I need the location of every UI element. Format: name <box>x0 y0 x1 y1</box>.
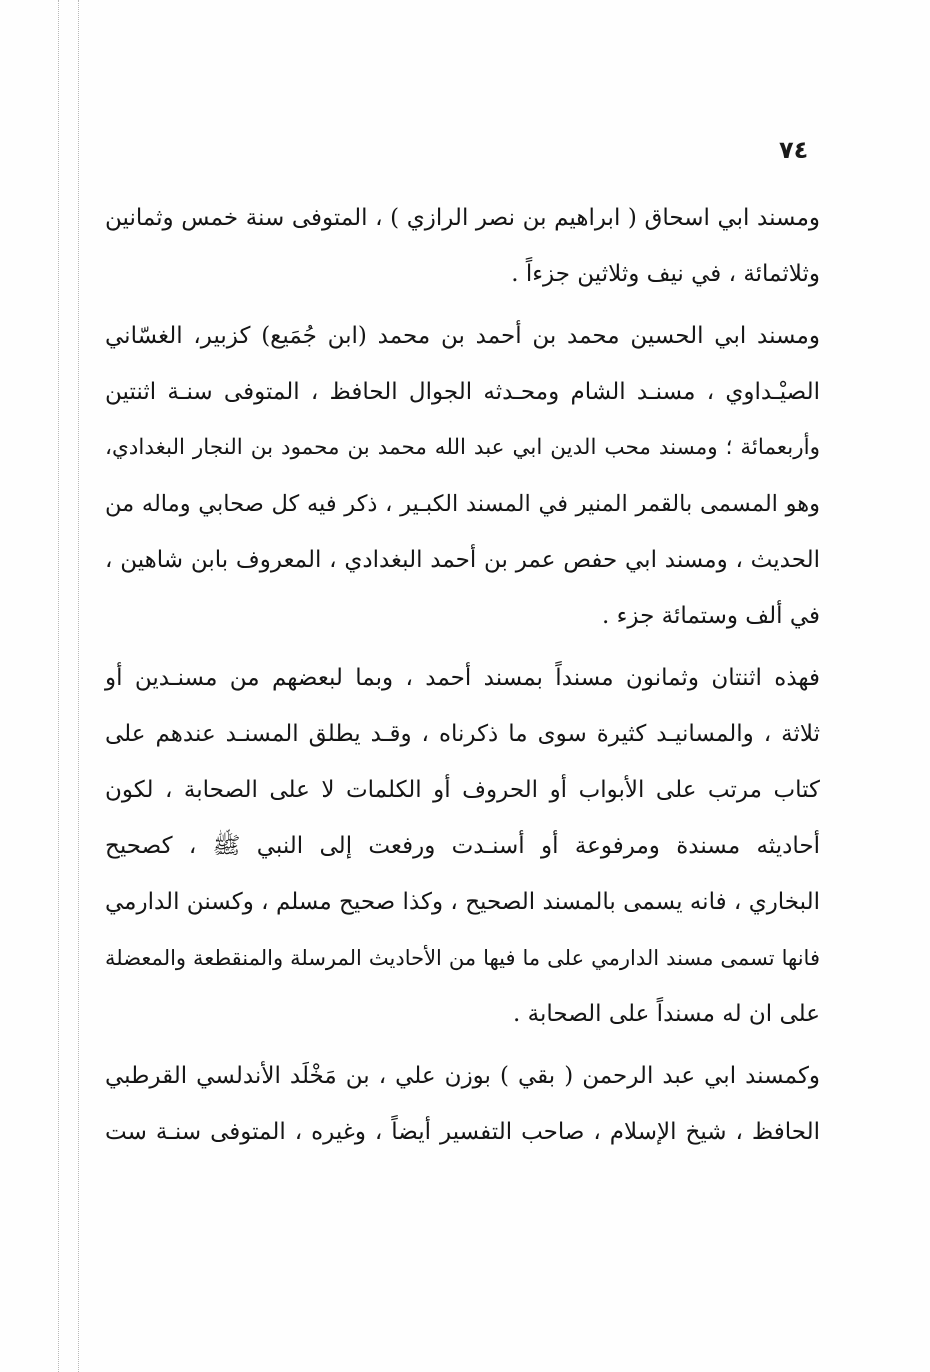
text-line: كتاب مرتب على الأبواب أو الحروف أو الكلمات لا على الصحابة ، لكون <box>105 777 820 803</box>
text-line: على ان له مسنداً على الصحابة . <box>513 1001 820 1027</box>
text-line: البخاري ، فانه يسمى بالمسند الصحيح ، وكذا صحيح مسلم ، وكسنن الدارمي <box>105 889 820 915</box>
text-line: فانها تسمى مسند الدارمي على ما فيها من الأحاديث المرسلة والمنقطعة والمعضلة <box>105 946 820 970</box>
text-line: ومسند ابي اسحاق ( ابراهيم بن نصر الرازي ) ، المتوفى سنة خمس وثمانين <box>105 205 820 231</box>
text-line: وثلاثمائة ، في نيف وثلاثين جزءاً . <box>511 261 820 287</box>
paragraph-musnad-abi-ishaq <box>105 190 820 302</box>
paragraph-musnad-ibn-jumay <box>105 308 820 644</box>
binding-fold-line <box>58 0 59 1372</box>
binding-fold-line <box>78 0 79 1372</box>
text-line: ثلاثة ، والمسانيـد كثيرة سوى ما ذكرناه ، وقـد يطلق المسنـد عندهم على <box>105 721 820 747</box>
text-line: ومسند ابي الحسين محمد بن أحمد بن محمد (ابن جُمَيع) كزبير، الغسّاني <box>105 323 820 349</box>
text-line: الحديث ، ومسند ابي حفص عمر بن أحمد البغدادي ، المعروف بابن شاهين ، <box>105 547 820 573</box>
body-text <box>105 190 820 1160</box>
text-line: أحاديثه مسندة ومرفوعة أو أسنـدت ورفعت إلى النبي ﷺ ، كصحيح <box>105 833 820 859</box>
text-line: وكمسند ابي عبد الرحمن ( بقي ) بوزن علي ، بن مَخْلَد الأندلسي القرطبي <box>105 1063 820 1089</box>
page-number: ٧٤ <box>779 136 809 164</box>
text-line: الصيْـداوي ، مسنـد الشام ومحـدثه الجوال الحافظ ، المتوفى سنـة اثنتين <box>105 379 820 405</box>
paragraph-musnad-baqi <box>105 1048 820 1160</box>
text-line: الحافظ ، شيخ الإسلام ، صاحب التفسير أيضاً ، وغيره ، المتوفى سنـة ست <box>105 1119 820 1145</box>
text-line: وأربعمائة ؛ ومسند محب الدين ابي عبد الله محمد بن محمود بن النجار البغدادي، <box>105 435 820 460</box>
text-line: فهذه اثنتان وثمانون مسنداً بمسند أحمد ، وبما لبعضهم من مسنـدين أو <box>105 665 820 691</box>
text-line: وهو المسمى بالقمر المنير في المسند الكبـير ، ذكر فيه كل صحابي وماله من <box>105 491 820 517</box>
text-line: في ألف وستمائة جزء . <box>601 603 820 629</box>
paragraph-eighty-two-musnads <box>105 650 820 1042</box>
